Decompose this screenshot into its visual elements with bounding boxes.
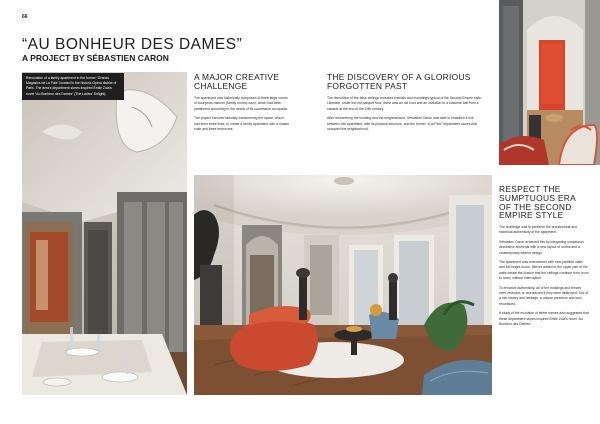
page-number: 66 xyxy=(22,14,28,20)
paragraph: The demolition of the false ceilings revealed cherubs and mouldings typical of the Second Empire style. Likewise, under the old parquet floor, there was an old boot and an invitation to a costume ball from a cabaret at the end of the 19th century. xyxy=(327,96,482,111)
article-title: “AU BONHEUR DES DAMES” xyxy=(22,36,243,53)
dining-room-photo xyxy=(22,72,187,395)
living-room-photo xyxy=(194,175,492,395)
section-heading-creative-challenge: A MAJOR CREATIVE CHALLENGE xyxy=(194,72,280,91)
article-subtitle: A PROJECT BY SÉBASTIEN CARON xyxy=(22,53,169,63)
section-heading-forgotten-past: THE DISCOVERY OF A GLORIOUS FORGOTTEN PAST xyxy=(327,72,471,91)
red-painting-room-photo xyxy=(499,0,600,165)
paragraph: The project involved radically transforming the space, which had seen three lives, to create a family apartment with a master suite and three bedrooms. xyxy=(194,116,290,132)
paragraph: The challenge was to preserve the architectural and historical authenticity of the apartment. xyxy=(499,225,577,235)
section-heading-second-empire: RESPECT THE SUMPTUOUS ERA OF THE SECOND EMPIRE STYLE xyxy=(499,184,576,221)
paragraph: To enhance authenticity, all of the moldings and friezes were restored, or reproduced if they were destroyed. Out of a rich history and heritage, a unique presence and soul resurfaced. xyxy=(499,285,588,306)
paragraph: The apartment was historically composed of three large rooms of bourgeois manner (family rooms) each, which had been partitioned according to the needs of its successive occupants. xyxy=(194,96,289,111)
photo-caption: Renovation of a family apartment in the former “Grands Magasins de La Paix” located in the historic Opera district of Paris. The area's department stores inspired Émile Zola's novel “Au Bonheur des Dames” (The Ladies' Delight). xyxy=(22,73,124,100)
paragraph: Sébastien Caron achieved this by integrating sumptuous decorative elements with a new layout of rooms and a contemporary interior design. xyxy=(499,239,584,255)
section-body-second-empire xyxy=(499,225,589,332)
paragraph: The apartment was restructured with new partition walls and full-height doors. Mirrors added to the upper part of the walls create the illusion that the ceilings continue from room to room, without interruption. xyxy=(499,260,589,281)
section-body-creative-challenge xyxy=(194,96,290,136)
paragraph: After researching the building and the neighborhood, Sébastien Caron was able to establish a link between this apartment, with its physical structure, and the former “A la Paix” department stores that occupied the neighborhood. xyxy=(327,116,478,132)
section-body-forgotten-past xyxy=(327,96,487,136)
paragraph: A study of the evolution of street names also suggested that these department stores inspired Émile Zola's novel “Au Bonheur des Dames”. xyxy=(499,311,589,327)
